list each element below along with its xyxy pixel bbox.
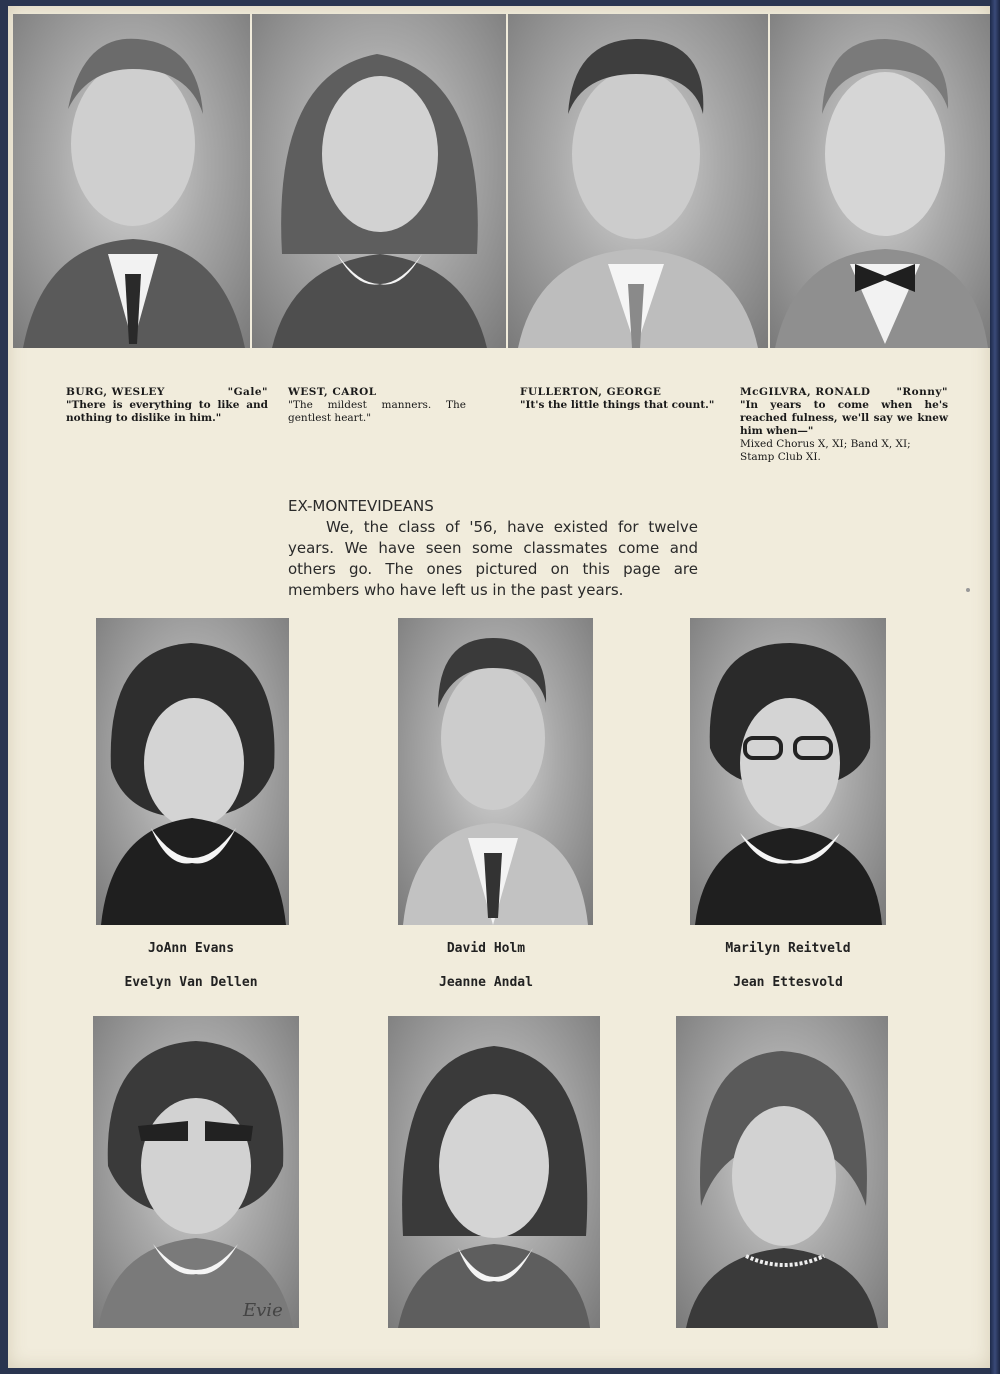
caption-burg-wesley: [66, 386, 268, 425]
senior-quote: "The mildest manners. The gentlest heart.": [288, 399, 466, 424]
ex-member-name: Jeanne Andal: [439, 975, 533, 990]
portrait-david-holm: [398, 618, 593, 925]
portrait-jeanne-andal: [388, 1016, 600, 1328]
caption-fullerton-george: [520, 386, 735, 412]
signature-evie: Evie: [243, 1300, 283, 1321]
senior-name: McGILVRA, RONALD: [740, 386, 871, 398]
portrait-burg-wesley: [13, 14, 250, 348]
page-dot: [966, 588, 970, 592]
portrait-jean-ettesvold: [676, 1016, 888, 1328]
senior-nickname: "Ronny": [896, 386, 948, 398]
portrait-mcgilvra-ronald: [770, 14, 990, 348]
section-body: We, the class of '56, have existed for twelve years. We have seen some classmates come and others go. The ones pictured on this page are members who have left us in the past years.: [288, 518, 698, 599]
senior-name: WEST, CAROL: [288, 386, 377, 398]
senior-activities: Mixed Chorus X, XI; Band X, XI; Stamp Club XI.: [740, 438, 911, 463]
ex-member-name: JoAnn Evans: [147, 941, 235, 956]
yearbook-page: [8, 6, 990, 1368]
portrait-marilyn-reitveld: [690, 618, 886, 925]
ex-member-name: Jean Ettesvold: [733, 975, 843, 990]
senior-quote: "There is everything to like and nothing to dislike in him.": [66, 399, 268, 424]
section-title: EX-MONTEVIDEANS: [288, 497, 434, 515]
portrait-fullerton-george: [508, 14, 768, 348]
ex-member-name: Marilyn Reitveld: [725, 941, 851, 956]
portrait-west-carol: [252, 14, 506, 348]
ex-montevideans-block: [288, 496, 698, 601]
caption-west-carol: [288, 386, 466, 425]
portrait-joann-evans: [96, 618, 289, 925]
senior-name: BURG, WESLEY: [66, 386, 165, 398]
senior-quote: "In years to come when he's reached fulness, we'll say we knew him when—": [740, 399, 948, 437]
senior-name: FULLERTON, GEORGE: [520, 386, 662, 398]
portrait-evelyn-van-dellen: [93, 1016, 299, 1328]
senior-nickname: "Gale": [227, 386, 268, 398]
caption-mcgilvra-ronald: [740, 386, 948, 464]
senior-quote: "It's the little things that count.": [520, 399, 715, 411]
book-spine: [990, 0, 1000, 1374]
ex-member-name: Evelyn Van Dellen: [124, 975, 258, 990]
ex-member-name: David Holm: [446, 941, 526, 956]
